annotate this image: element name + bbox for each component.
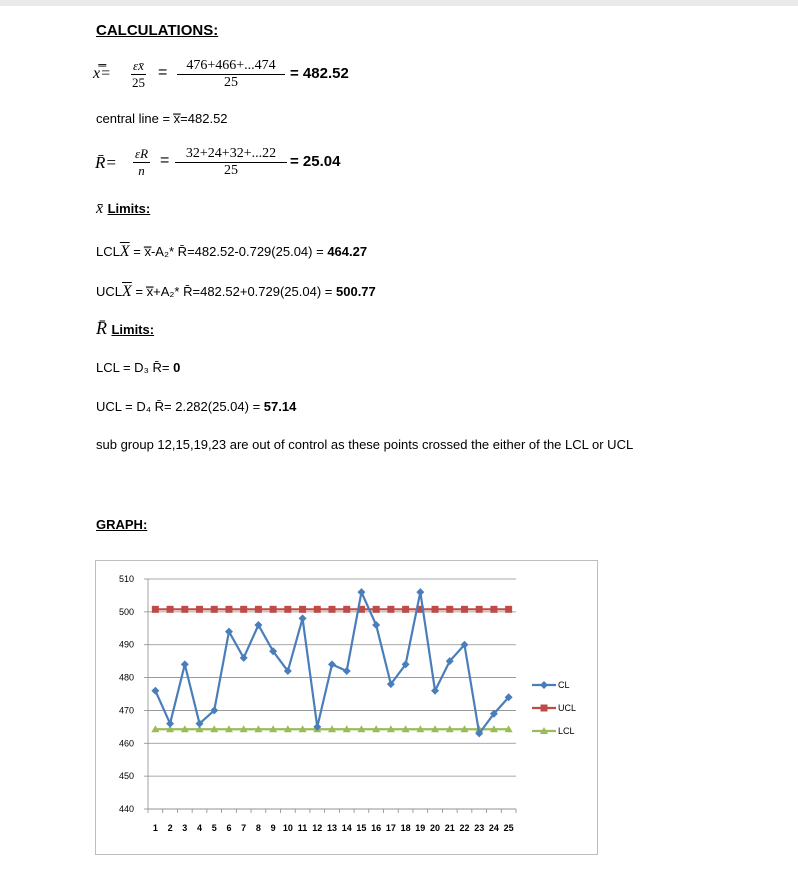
conclusion-text: sub group 12,15,19,23 are out of control as these points crossed the either of the LCL or UCL bbox=[96, 437, 634, 452]
xbar-result: = 482.52 bbox=[290, 65, 349, 82]
x-tick-label: 20 bbox=[430, 823, 441, 833]
legend-marker-ucl bbox=[541, 705, 548, 712]
cl-point bbox=[151, 687, 159, 695]
cl-point bbox=[357, 588, 365, 596]
cl-point bbox=[328, 660, 336, 668]
x-tick-label: 10 bbox=[282, 823, 293, 833]
x-tick-label: 17 bbox=[385, 823, 396, 833]
xbar-frac1-num: ɛx̄ bbox=[133, 58, 144, 73]
ucl-r-line bbox=[96, 399, 296, 414]
y-tick-label: 440 bbox=[118, 804, 134, 814]
ucl-x-formula: = x̿+A₂* R̄=482.52+0.729(25.04) = bbox=[135, 284, 333, 299]
ucl-point bbox=[240, 606, 247, 613]
ucl-point bbox=[270, 606, 277, 613]
graph-heading: GRAPH: bbox=[96, 517, 148, 532]
ucl-point bbox=[314, 606, 321, 613]
rbar-frac2 bbox=[175, 146, 287, 179]
ucl-point bbox=[152, 606, 159, 613]
ucl-point bbox=[255, 606, 262, 613]
x-tick-label: 19 bbox=[415, 823, 426, 833]
ucl-point bbox=[505, 606, 512, 613]
ucl-point bbox=[373, 606, 380, 613]
lcl-r-value: 0 bbox=[173, 360, 181, 375]
cl-point bbox=[343, 667, 351, 675]
rbar-frac1-den: n bbox=[138, 163, 145, 178]
rbar-result: = 25.04 bbox=[290, 153, 341, 170]
rbar-frac2-num: 32+24+32+...22 bbox=[175, 146, 287, 163]
x-tick-label: 6 bbox=[226, 823, 232, 833]
x-tick-label: 4 bbox=[197, 823, 203, 833]
x-tick-label: 15 bbox=[356, 823, 367, 833]
lcl-r-formula: LCL = D₃ R̄= bbox=[96, 360, 170, 375]
rbar-frac1-num: ɛR bbox=[135, 146, 149, 161]
r-limits-heading bbox=[96, 318, 154, 339]
xbar-frac2 bbox=[177, 58, 285, 91]
ucl-point bbox=[225, 606, 232, 613]
x-limits-heading bbox=[96, 200, 150, 218]
lcl-x-symbol: $\overline{X}$ bbox=[119, 243, 130, 260]
x-limits-label: Limits: bbox=[107, 201, 151, 216]
ucl-point bbox=[490, 606, 497, 613]
r-limits-label: Limits: bbox=[111, 322, 155, 337]
x-tick-label: 25 bbox=[503, 823, 514, 833]
x-tick-label: 13 bbox=[326, 823, 338, 833]
ucl-point bbox=[446, 606, 453, 613]
x-tick-label: 14 bbox=[341, 823, 352, 833]
x-tick-label: 5 bbox=[211, 823, 217, 833]
y-tick-label: 450 bbox=[118, 771, 134, 782]
y-tick-label: 460 bbox=[118, 738, 134, 749]
ucl-x-label: UCL bbox=[96, 284, 123, 299]
cl-point bbox=[431, 687, 439, 695]
legend-marker-cl bbox=[540, 681, 548, 689]
x-tick-label: 8 bbox=[255, 823, 261, 833]
rbar-frac1 bbox=[133, 146, 150, 179]
ucl-r-formula: UCL = D₄ R̄= 2.282(25.04) = bbox=[96, 399, 261, 414]
lcl-x-label: LCL bbox=[96, 244, 120, 259]
y-tick-label: 510 bbox=[118, 574, 134, 584]
xbar-frac1-den: 25 bbox=[131, 75, 145, 90]
ucl-x-value: 500.77 bbox=[336, 284, 376, 299]
x-tick-label: 9 bbox=[270, 823, 276, 833]
legend-label-ucl: UCL bbox=[558, 703, 577, 713]
cl-point bbox=[299, 614, 307, 622]
ucl-point bbox=[329, 606, 336, 613]
x-tick-label: 21 bbox=[444, 823, 455, 833]
legend-label-lcl: LCL bbox=[558, 726, 575, 736]
x-tick-label: 18 bbox=[400, 823, 411, 833]
rbar-lhs: R̄= bbox=[95, 153, 117, 172]
xbar-frac2-den: 25 bbox=[224, 75, 238, 90]
x-tick-label: 22 bbox=[459, 823, 470, 833]
y-tick-label: 480 bbox=[118, 672, 134, 683]
cl-point bbox=[372, 621, 380, 629]
cl-point bbox=[416, 588, 424, 596]
chart-area bbox=[95, 560, 598, 855]
x-tick-label: 2 bbox=[167, 823, 173, 833]
xbar-frac2-num: 476+466+...474 bbox=[177, 58, 285, 75]
ucl-point bbox=[387, 606, 394, 613]
y-tick-label: 470 bbox=[118, 705, 134, 716]
cl-point bbox=[181, 660, 189, 668]
ucl-point bbox=[284, 606, 291, 613]
calculations-heading: CALCULATIONS: bbox=[96, 22, 219, 39]
x-tick-label: 11 bbox=[297, 823, 308, 833]
x-tick-label: 24 bbox=[488, 823, 499, 833]
ucl-point bbox=[461, 606, 468, 613]
ucl-point bbox=[343, 606, 350, 613]
ucl-x-line bbox=[96, 283, 376, 301]
lcl-x-formula: = x̿-A₂* R̄=482.52-0.729(25.04) = bbox=[133, 244, 324, 259]
ucl-r-value: 57.14 bbox=[263, 399, 297, 414]
xbar-frac1 bbox=[131, 58, 146, 91]
y-tick-label: 500 bbox=[118, 606, 134, 617]
legend-label-cl: CL bbox=[558, 680, 570, 690]
x-limits-symbol: x̄ bbox=[96, 200, 104, 217]
ucl-point bbox=[476, 606, 483, 613]
ucl-point bbox=[211, 606, 218, 613]
xbar-eq: = bbox=[158, 64, 168, 81]
top-border bbox=[0, 0, 798, 6]
y-tick-label: 490 bbox=[118, 639, 134, 650]
central-line: central line = x̿=482.52 bbox=[96, 111, 228, 126]
x-tick-label: 23 bbox=[474, 823, 485, 833]
x-tick-label: 3 bbox=[182, 823, 188, 833]
cl-point bbox=[166, 720, 174, 728]
ucl-point bbox=[432, 606, 439, 613]
r-limits-symbol: R̄ bbox=[96, 318, 107, 338]
lcl-x-line bbox=[96, 243, 367, 261]
ucl-point bbox=[299, 606, 306, 613]
x-tick-label: 12 bbox=[312, 823, 323, 833]
rbar-eq: = bbox=[160, 152, 170, 169]
control-chart bbox=[96, 561, 597, 854]
ucl-x-symbol: $\overline{X}$ bbox=[122, 283, 132, 300]
x-tick-label: 16 bbox=[371, 823, 382, 833]
ucl-point bbox=[196, 606, 203, 613]
lcl-x-value: 464.27 bbox=[327, 244, 368, 259]
x-tick-label: 1 bbox=[152, 823, 158, 833]
x-tick-label: 7 bbox=[241, 823, 247, 833]
xbar-lhs: x̿= bbox=[93, 65, 111, 82]
rbar-frac2-den: 25 bbox=[224, 163, 238, 178]
ucl-point bbox=[167, 606, 174, 613]
ucl-point bbox=[402, 606, 409, 613]
ucl-point bbox=[181, 606, 188, 613]
lcl-r-line bbox=[96, 360, 180, 375]
